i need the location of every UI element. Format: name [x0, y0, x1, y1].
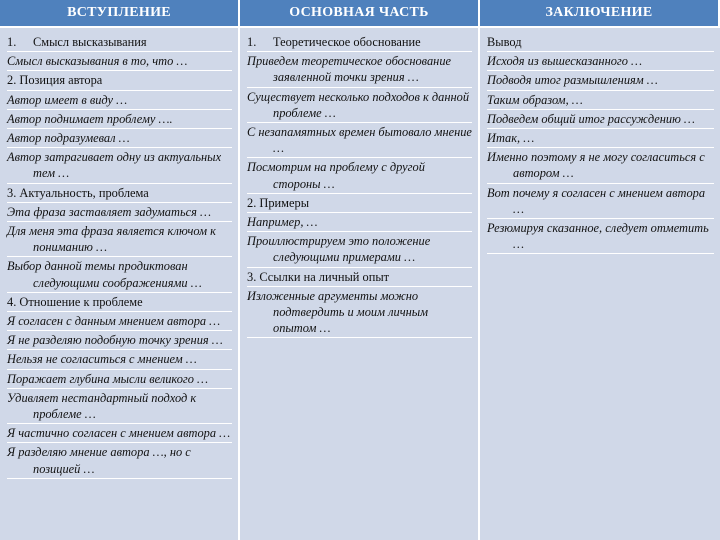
main-phrase: Приведем теоретическое обоснование заявленной точки зрения …	[247, 53, 472, 87]
conclusion-phrase: Исходя из вышесказанного …	[487, 53, 714, 71]
intro-phrase: Поражает глубина мысли великого …	[7, 371, 232, 389]
conclusion-phrase: Таким образом, …	[487, 92, 714, 110]
conclusion-section-heading: Вывод	[487, 34, 714, 52]
intro-phrase: Автор подразумевал …	[7, 130, 232, 148]
header-conclusion: ЗАКЛЮЧЕНИЕ	[480, 0, 720, 28]
intro-phrase: Смысл высказывания в то, что …	[7, 53, 232, 71]
section-title: Теоретическое обоснование	[273, 35, 421, 49]
conclusion-column	[480, 28, 720, 540]
intro-column	[0, 28, 240, 540]
header-intro: ВСТУПЛЕНИЕ	[0, 0, 240, 28]
main-column	[240, 28, 480, 540]
section-number: 1.	[7, 35, 17, 49]
conclusion-phrase: Резюмируя сказанное, следует отметить …	[487, 220, 714, 254]
conclusion-phrase: Подводя итог размышлениям …	[487, 72, 714, 90]
conclusion-phrase: Вот почему я согласен с мнением автора …	[487, 185, 714, 219]
section-title: Смысл высказывания	[33, 35, 147, 49]
intro-phrase: Выбор данной темы продиктован следующими соображениями …	[7, 258, 232, 292]
main-phrase: Изложенные аргументы можно подтвердить и моим личным опытом …	[247, 288, 472, 339]
main-section-heading: 2. Примеры	[247, 195, 472, 213]
intro-phrase: Я разделяю мнение автора …, но с позицией …	[7, 444, 232, 478]
intro-phrase: Автор имеет в виду …	[7, 92, 232, 110]
intro-section-heading: 4. Отношение к проблеме	[7, 294, 232, 312]
intro-phrase: Удивляет нестандартный подход к проблеме …	[7, 390, 232, 424]
conclusion-phrase: Подведем общий итог рассуждению …	[487, 111, 714, 129]
intro-phrase: Я согласен с данным мнением автора …	[7, 313, 232, 331]
main-phrase: Проиллюстрируем это положение следующими примерами …	[247, 233, 472, 267]
intro-section-heading: 3. Актуальность, проблема	[7, 185, 232, 203]
main-phrase: Существует несколько подходов к данной проблеме …	[247, 89, 472, 123]
intro-phrase: Для меня эта фраза является ключом к пониманию …	[7, 223, 232, 257]
main-phrase: Например, …	[247, 214, 472, 232]
conclusion-phrase: Итак, …	[487, 130, 714, 148]
main-phrase: Посмотрим на проблему с другой стороны …	[247, 159, 472, 193]
intro-section-heading	[7, 34, 232, 52]
conclusion-phrase: Именно поэтому я не могу согласиться с автором …	[487, 149, 714, 183]
intro-phrase: Автор поднимает проблему ….	[7, 111, 232, 129]
intro-section-heading: 2. Позиция автора	[7, 72, 232, 90]
main-phrase: С незапамятных времен бытовало мнение …	[247, 124, 472, 158]
intro-phrase: Эта фраза заставляет задуматься …	[7, 204, 232, 222]
intro-phrase: Я не разделяю подобную точку зрения …	[7, 332, 232, 350]
intro-phrase: Я частично согласен с мнением автора …	[7, 425, 232, 443]
intro-phrase: Нельзя не согласиться с мнением …	[7, 351, 232, 369]
header-main: ОСНОВНАЯ ЧАСТЬ	[240, 0, 480, 28]
section-number: 1.	[247, 35, 257, 49]
main-section-heading	[247, 34, 472, 52]
main-section-heading: 3. Ссылки на личный опыт	[247, 269, 472, 287]
intro-phrase: Автор затрагивает одну из актуальных тем …	[7, 149, 232, 183]
